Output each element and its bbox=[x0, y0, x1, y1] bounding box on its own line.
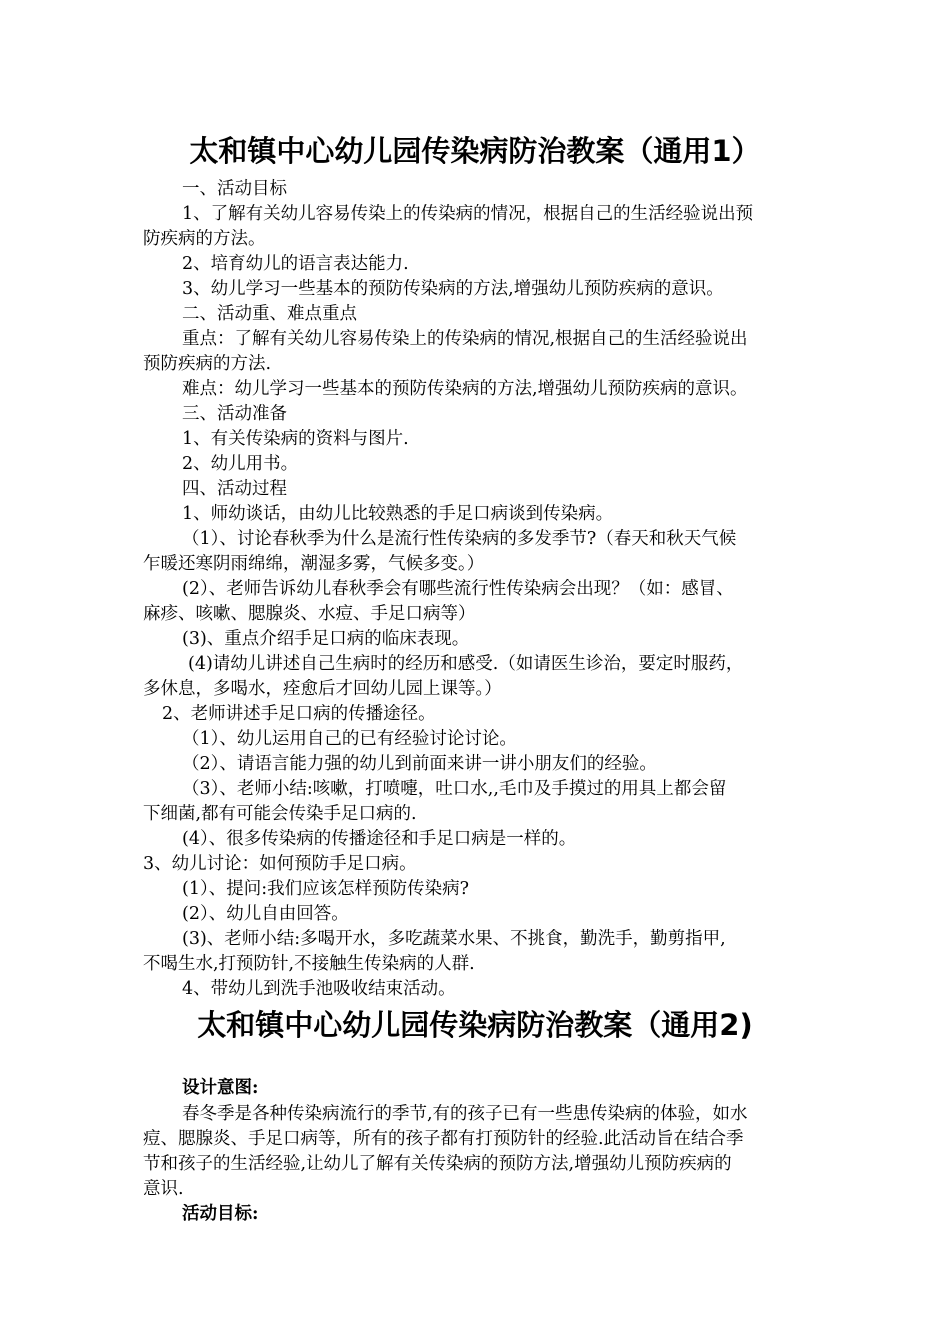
section-heading-goals: 一、活动目标 bbox=[182, 179, 287, 199]
paragraph-line: 2、培育幼儿的语言表达能力. bbox=[182, 254, 409, 274]
paragraph-line: 预防疾病的方法. bbox=[143, 354, 272, 374]
paragraph-line: (2）、幼儿自由回答。 bbox=[182, 904, 349, 924]
paragraph-line: 4、带幼儿到洗手池吸收结束活动。 bbox=[182, 979, 456, 999]
paragraph-line: 多休息，多喝水，痊愈后才回幼儿园上课等。） bbox=[143, 679, 502, 699]
paragraph-line: 意识. bbox=[143, 1179, 184, 1199]
paragraph-line: 痘、腮腺炎、手足口病等，所有的孩子都有打预防针的经验.此活动旨在结合季 bbox=[143, 1129, 744, 1149]
paragraph-line: 3、幼儿讨论：如何预防手足口病。 bbox=[143, 854, 417, 874]
paragraph-line: 难点：幼儿学习一些基本的预防传染病的方法,增强幼儿预防疾病的意识。 bbox=[182, 379, 748, 399]
paragraph-line: （1）、幼儿运用自己的已有经验讨论讨论。 bbox=[182, 729, 517, 749]
section-heading-preparation: 三、活动准备 bbox=[182, 404, 287, 424]
paragraph-line: (2）、老师告诉幼儿春秋季会有哪些流行性传染病会出现？（如：感冒、 bbox=[182, 579, 734, 599]
paragraph-line: (4）、很多传染病的传播途径和手足口病是一样的。 bbox=[182, 829, 577, 849]
section-heading-key-points: 二、活动重、难点重点 bbox=[182, 304, 357, 324]
paragraph-line: 1、有关传染病的资料与图片. bbox=[182, 429, 409, 449]
paragraph-line: 重点：了解有关幼儿容易传染上的传染病的情况,根据自己的生活经验说出 bbox=[182, 329, 748, 349]
paragraph-line: 防疾病的方法。 bbox=[143, 229, 266, 249]
paragraph-line: 春冬季是各种传染病流行的季节,有的孩子已有一些患传染病的体验，如水 bbox=[182, 1104, 748, 1124]
paragraph-line: 2、幼儿用书。 bbox=[182, 454, 299, 474]
paragraph-line: 麻疹、咳嗽、腮腺炎、水痘、手足口病等） bbox=[143, 604, 476, 624]
document-title-1: 太和镇中心幼儿园传染病防治教案（通用1） bbox=[189, 134, 761, 168]
paragraph-line: (3)、重点介绍手足口病的临床表现。 bbox=[182, 629, 470, 649]
paragraph-line: （2）、请语言能力强的幼儿到前面来讲一讲小朋友们的经验。 bbox=[182, 754, 657, 774]
paragraph-line: 乍暖还寒阴雨绵绵，潮湿多雾，气候多变。） bbox=[143, 554, 485, 574]
paragraph-line: （3）、老师小结:咳嗽，打喷嚏，吐口水,,毛巾及手摸过的用具上都会留 bbox=[182, 779, 727, 799]
paragraph-line: 不喝生水,打预防针,不接触生传染病的人群. bbox=[143, 954, 475, 974]
paragraph-line: 2、老师讲述手足口病的传播途径。 bbox=[162, 704, 436, 724]
section-heading-activity-goals: 活动目标: bbox=[182, 1204, 259, 1224]
document-title-2: 太和镇中心幼儿园传染病防治教案（通用2) bbox=[197, 1008, 753, 1042]
paragraph-line: (4)请幼儿讲述自己生病时的经历和感受.（如请医生诊治，要定时服药， bbox=[188, 654, 744, 674]
section-heading-design-intent: 设计意图: bbox=[182, 1078, 259, 1098]
paragraph-line: 1、了解有关幼儿容易传染上的传染病的情况，根据自己的生活经验说出预 bbox=[182, 204, 754, 224]
section-heading-process: 四、活动过程 bbox=[182, 479, 287, 499]
paragraph-line: (3)、老师小结:多喝开水，多吃蔬菜水果、不挑食，勤洗手，勤剪指甲, bbox=[182, 929, 726, 949]
paragraph-line: (1）、提问:我们应该怎样预防传染病? bbox=[182, 879, 469, 899]
paragraph-line: 1、师幼谈话，由幼儿比较熟悉的手足口病谈到传染病。 bbox=[182, 504, 614, 524]
paragraph-line: 下细菌,都有可能会传染手足口病的. bbox=[143, 804, 417, 824]
paragraph-line: （1）、讨论春秋季为什么是流行性传染病的多发季节?（春天和秋天气候 bbox=[182, 529, 737, 549]
paragraph-line: 3、幼儿学习一些基本的预防传染病的方法,增强幼儿预防疾病的意识。 bbox=[182, 279, 724, 299]
paragraph-line: 节和孩子的生活经验,让幼儿了解有关传染病的预防方法,增强幼儿预防疾病的 bbox=[143, 1154, 732, 1174]
